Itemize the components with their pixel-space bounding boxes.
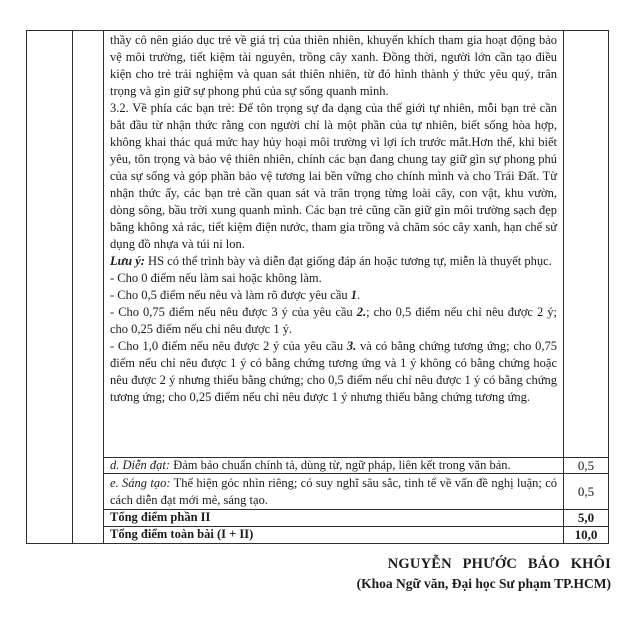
rubric-rows <box>104 31 608 543</box>
main-answer-cell: thầy cô nên giáo dục trẻ về giá trị của thiên nhiên, khuyến khích tham gia hoạt động bảo vệ môi trường, tiết kiệm tài nguyên, trồng cây xanh. Đồng thời, người lớn cần tạo điều kiện cho trẻ trải nghiệm và quan sát thiên nhiên, từ đó hình thành ý thức yêu quý, trân trọng và gìn giữ sự phong phú của sự sống quanh mình. 3.2. Về phía các bạn trẻ: Để tôn trọng sự đa dạng của thế giới tự nhiên, mỗi bạn trẻ cần bắt đầu từ nhận thức rằng con người chỉ là một phần của tự nhiên, biết sống hòa hợp, không khai thác quá mức hay hủy hoại môi trường vì lợi ích trước mắt.Hơn thế, khi biết yêu, tôn trọng và bảo vệ thiên nhiên, chính các bạn đang chung tay giữ gìn sự phong phú của sự sống và góp phần bảo vệ tương lai bền vững cho chính mình và cho Trái Đất. Từ nhận thức ấy, các bạn trẻ cần quan sát và trân trọng từng loài cây, con vật, khu vườn, dòng sông, bầu trời xung quanh mình. Các bạn trẻ cũng cần giữ gìn môi trường sạch đẹp bằng không xả rác, tiết kiệm điện nước, tham gia trồng và chăm sóc cây xanh, hạn chế sử dụng đồ nhựa và túi ni lon. Lưu ý: HS có thể trình bày và diễn đạt giống đáp án hoặc tương tự, miễn là thuyết phục. - Cho 0 điểm nếu làm sai hoặc không làm. - Cho 0,5 điểm nếu nêu và làm rõ được yêu cầu 1. - Cho 0,75 điểm nếu nêu được 3 ý của yêu cầu 2.; cho 0,5 điểm nếu chỉ nêu được 2 ý; cho 0,25 điểm nếu chỉ nêu được 1 ý. - Cho 1,0 điểm nếu nêu được 2 ý của yêu cầu 3. và có bằng chứng tương ứng; cho 0,75 điểm nếu chỉ nêu được 1 ý có bằng chứng tương ứng và 1 ý không có bằng chứng hoặc nêu được 2 ý nhưng thiếu bằng chứng; cho 0,5 điểm nếu chỉ nêu được 1 ý có bằng chứng tương ứng; cho 0,25 điểm nếu chỉ nêu được 1 ý nhưng thiếu bằng chứng tương ứng. <box>110 33 558 404</box>
criterion-dien-dat-description: Đảm bảo chuẩn chính tả, dùng từ, ngữ pháp, liên kết trong văn bản. <box>170 458 511 472</box>
total-whole-exam-row <box>104 527 608 543</box>
total-whole-exam-label: Tổng điểm toàn bài (I + II) <box>110 527 254 541</box>
criterion-dien-dat-text <box>104 458 563 473</box>
criterion-dien-dat-label: d. Diễn đạt: <box>110 458 171 472</box>
total-part-ii-score: 5,0 <box>563 510 608 526</box>
left-empty-column-2 <box>73 31 104 543</box>
main-answer-score-cell <box>563 31 608 457</box>
criterion-sang-tao-label: e. Sáng tạo: <box>110 476 171 490</box>
criterion-sang-tao-text <box>104 474 563 509</box>
grading-rubric-table <box>26 30 609 544</box>
criterion-sang-tao-description: Thể hiện góc nhìn riêng; có suy nghĩ sâu sắc, tinh tế về vấn đề nghị luận; có cách diễn đạt mới mẻ, sáng tạo. <box>110 476 558 507</box>
criterion-dien-dat-score: 0,5 <box>563 458 608 473</box>
signature-author-name: NGUYỄN PHƯỚC BẢO KHÔI <box>387 556 611 572</box>
signature-affiliation: (Khoa Ngữ văn, Đại học Sư phạm TP.HCM) <box>356 576 611 591</box>
total-whole-exam-score: 10,0 <box>563 527 608 543</box>
total-part-ii-label: Tổng điểm phần II <box>110 510 211 524</box>
criterion-sang-tao-score: 0,5 <box>563 474 608 509</box>
signature-block <box>357 556 611 592</box>
criterion-dien-dat-row <box>104 458 608 474</box>
total-part-ii-row <box>104 510 608 527</box>
criterion-sang-tao-row <box>104 474 608 510</box>
answer-explanation-row <box>104 31 608 458</box>
left-empty-column-1 <box>27 31 73 543</box>
